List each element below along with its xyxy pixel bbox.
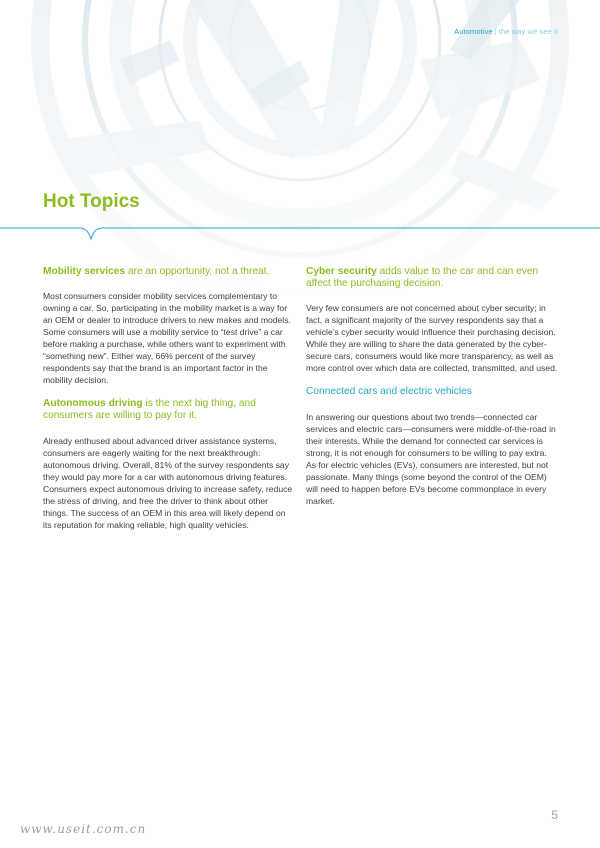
decorative-background-art	[0, 0, 600, 300]
left-column	[43, 266, 295, 531]
subheading-autonomous: Autonomous driving is the next big thing, and consumers are willing to pay for it.	[43, 398, 256, 422]
watermark-text: www.useit.com.cn	[20, 822, 147, 836]
header-separator: |	[494, 27, 497, 36]
paragraph-connected-cars: In answering our questions about two trends—connected car services and electric cars—consumers were middle-of-the-road in their interests. While the demand for connected car services is strong, it is not enough for consumers to be willing to pay extra. As for electric vehicles (EVs), consumers are interested, but not passionate. Many things (some beyond the control of the OEM) will need to happen before EVs become commonplace in every market.	[306, 411, 556, 506]
right-column	[306, 266, 558, 507]
header-section: Automotive	[454, 27, 493, 36]
subheading-connected-cars: Connected cars and electric vehicles	[306, 386, 472, 398]
page-title: Hot Topics	[43, 191, 140, 212]
paragraph-cyber-security: Very few consumers are not concerned about cyber security; in fact, a significant majority of the survey respondents say that a vehicle’s cyber security would influence their purchasing decision. While they are willing to share the data generated by the cyber-secure cars, consumers would like more transparency, as well as more control over which data are collected, transmitted, and used.	[306, 303, 558, 374]
subheading-mobility: Mobility services are an opportunity, not a threat.	[43, 266, 270, 277]
paragraph-mobility: Most consumers consider mobility services complementary to owning a car. So, participating in the mobility market is a way for an OEM or dealer to introduce drivers to new makes and models. Some consumers will use a mobility service to “test drive” a car before making a purchase, while others want to experiment with “something new”. Either way, 66% percent of the survey respondents say that the brand is an important factor in the mobility decision.	[43, 291, 291, 386]
header-tagline: the way we see it	[498, 27, 558, 36]
paragraph-autonomous: Already enthused about advanced driver assistance systems, consumers are eagerly waiting for the next breakthrough: autonomous driving. Overall, 81% of the survey respondents say they would pay more for a car with autonomous driving features. Consumers expect autonomous driving to increase safety, reduce the stress of driving, and free the driver to think about other things. The success of an OEM in this area will likely depend on its reputation for making reliable, high quality vehicles.	[43, 435, 293, 530]
title-divider	[0, 224, 600, 244]
running-header	[454, 27, 558, 36]
subheading-cyber-security: Cyber security adds value to the car and can even affect the purchasing decision.	[306, 266, 539, 290]
page-number: 5	[551, 808, 558, 822]
